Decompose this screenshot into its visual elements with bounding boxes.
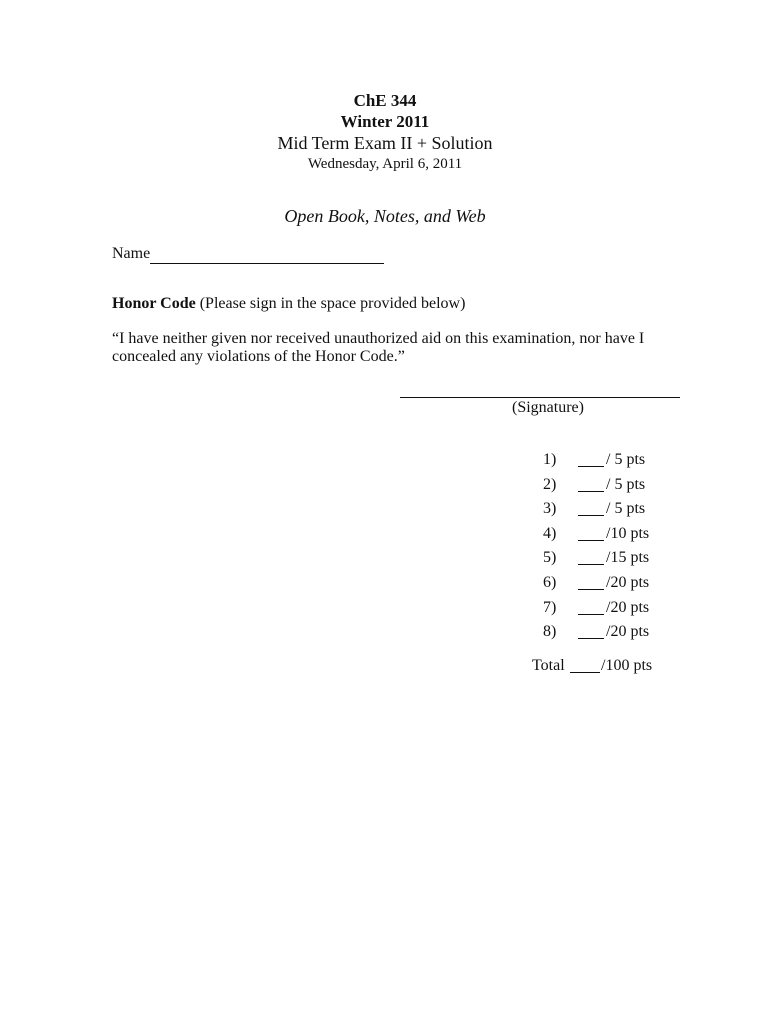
score-row [520,474,670,499]
honor-code [112,294,465,314]
score-row [520,523,670,548]
term: Winter 2011 [340,112,430,131]
problem-number: 3) [543,500,557,518]
score-blank[interactable] [578,548,604,565]
signature-label: (Signature) [512,399,584,416]
problem-number: 2) [543,475,557,493]
pledge-line-2: concealed any violations of the Honor Code.” [112,348,405,365]
problem-points: /10 pts [606,524,650,542]
score-row [520,597,670,622]
score-blank[interactable] [578,622,604,639]
honor-code-label: Honor Code [112,295,196,312]
score-blank[interactable] [578,475,604,492]
score-blank[interactable] [578,573,604,590]
exam-title: Mid Term Exam II + Solution [277,133,493,153]
name-label: Name [112,245,151,262]
exam-date: Wednesday, April 6, 2011 [307,156,463,172]
score-blank[interactable] [578,598,604,615]
problem-points: /15 pts [606,549,650,567]
score-row [520,572,670,597]
problem-number: 1) [543,451,557,468]
problem-points: /20 pts [606,573,650,591]
course-code: ChE 344 [353,91,417,110]
problem-number: 5) [543,549,557,567]
exam-header [0,90,770,174]
problem-number: 8) [543,623,557,641]
score-row [520,449,670,474]
total-points: /100 pts [601,657,653,674]
problem-number: 7) [543,598,557,616]
honor-code-instruction: (Please sign in the space provided below) [195,295,466,312]
total-blank[interactable] [570,656,600,673]
name-blank[interactable] [150,247,384,264]
name-field [112,244,384,264]
honor-pledge [112,330,682,366]
problem-points: / 5 pts [606,451,646,468]
score-table [520,449,670,646]
problem-number: 4) [543,524,557,542]
problem-points: /20 pts [606,623,650,641]
exam-policy: Open Book, Notes, and Web [284,206,486,226]
problem-number: 6) [543,573,557,591]
score-row [520,621,670,646]
score-blank[interactable] [578,499,604,516]
problem-points: / 5 pts [606,500,646,518]
score-row [520,547,670,572]
pledge-line-1: “I have neither given nor received unauthorized aid on this examination, nor have I [112,330,645,347]
score-row [520,498,670,523]
score-blank[interactable] [578,524,604,541]
total-label: Total [532,657,565,674]
score-blank[interactable] [578,450,604,467]
problem-points: / 5 pts [606,475,646,493]
problem-points: /20 pts [606,598,650,616]
